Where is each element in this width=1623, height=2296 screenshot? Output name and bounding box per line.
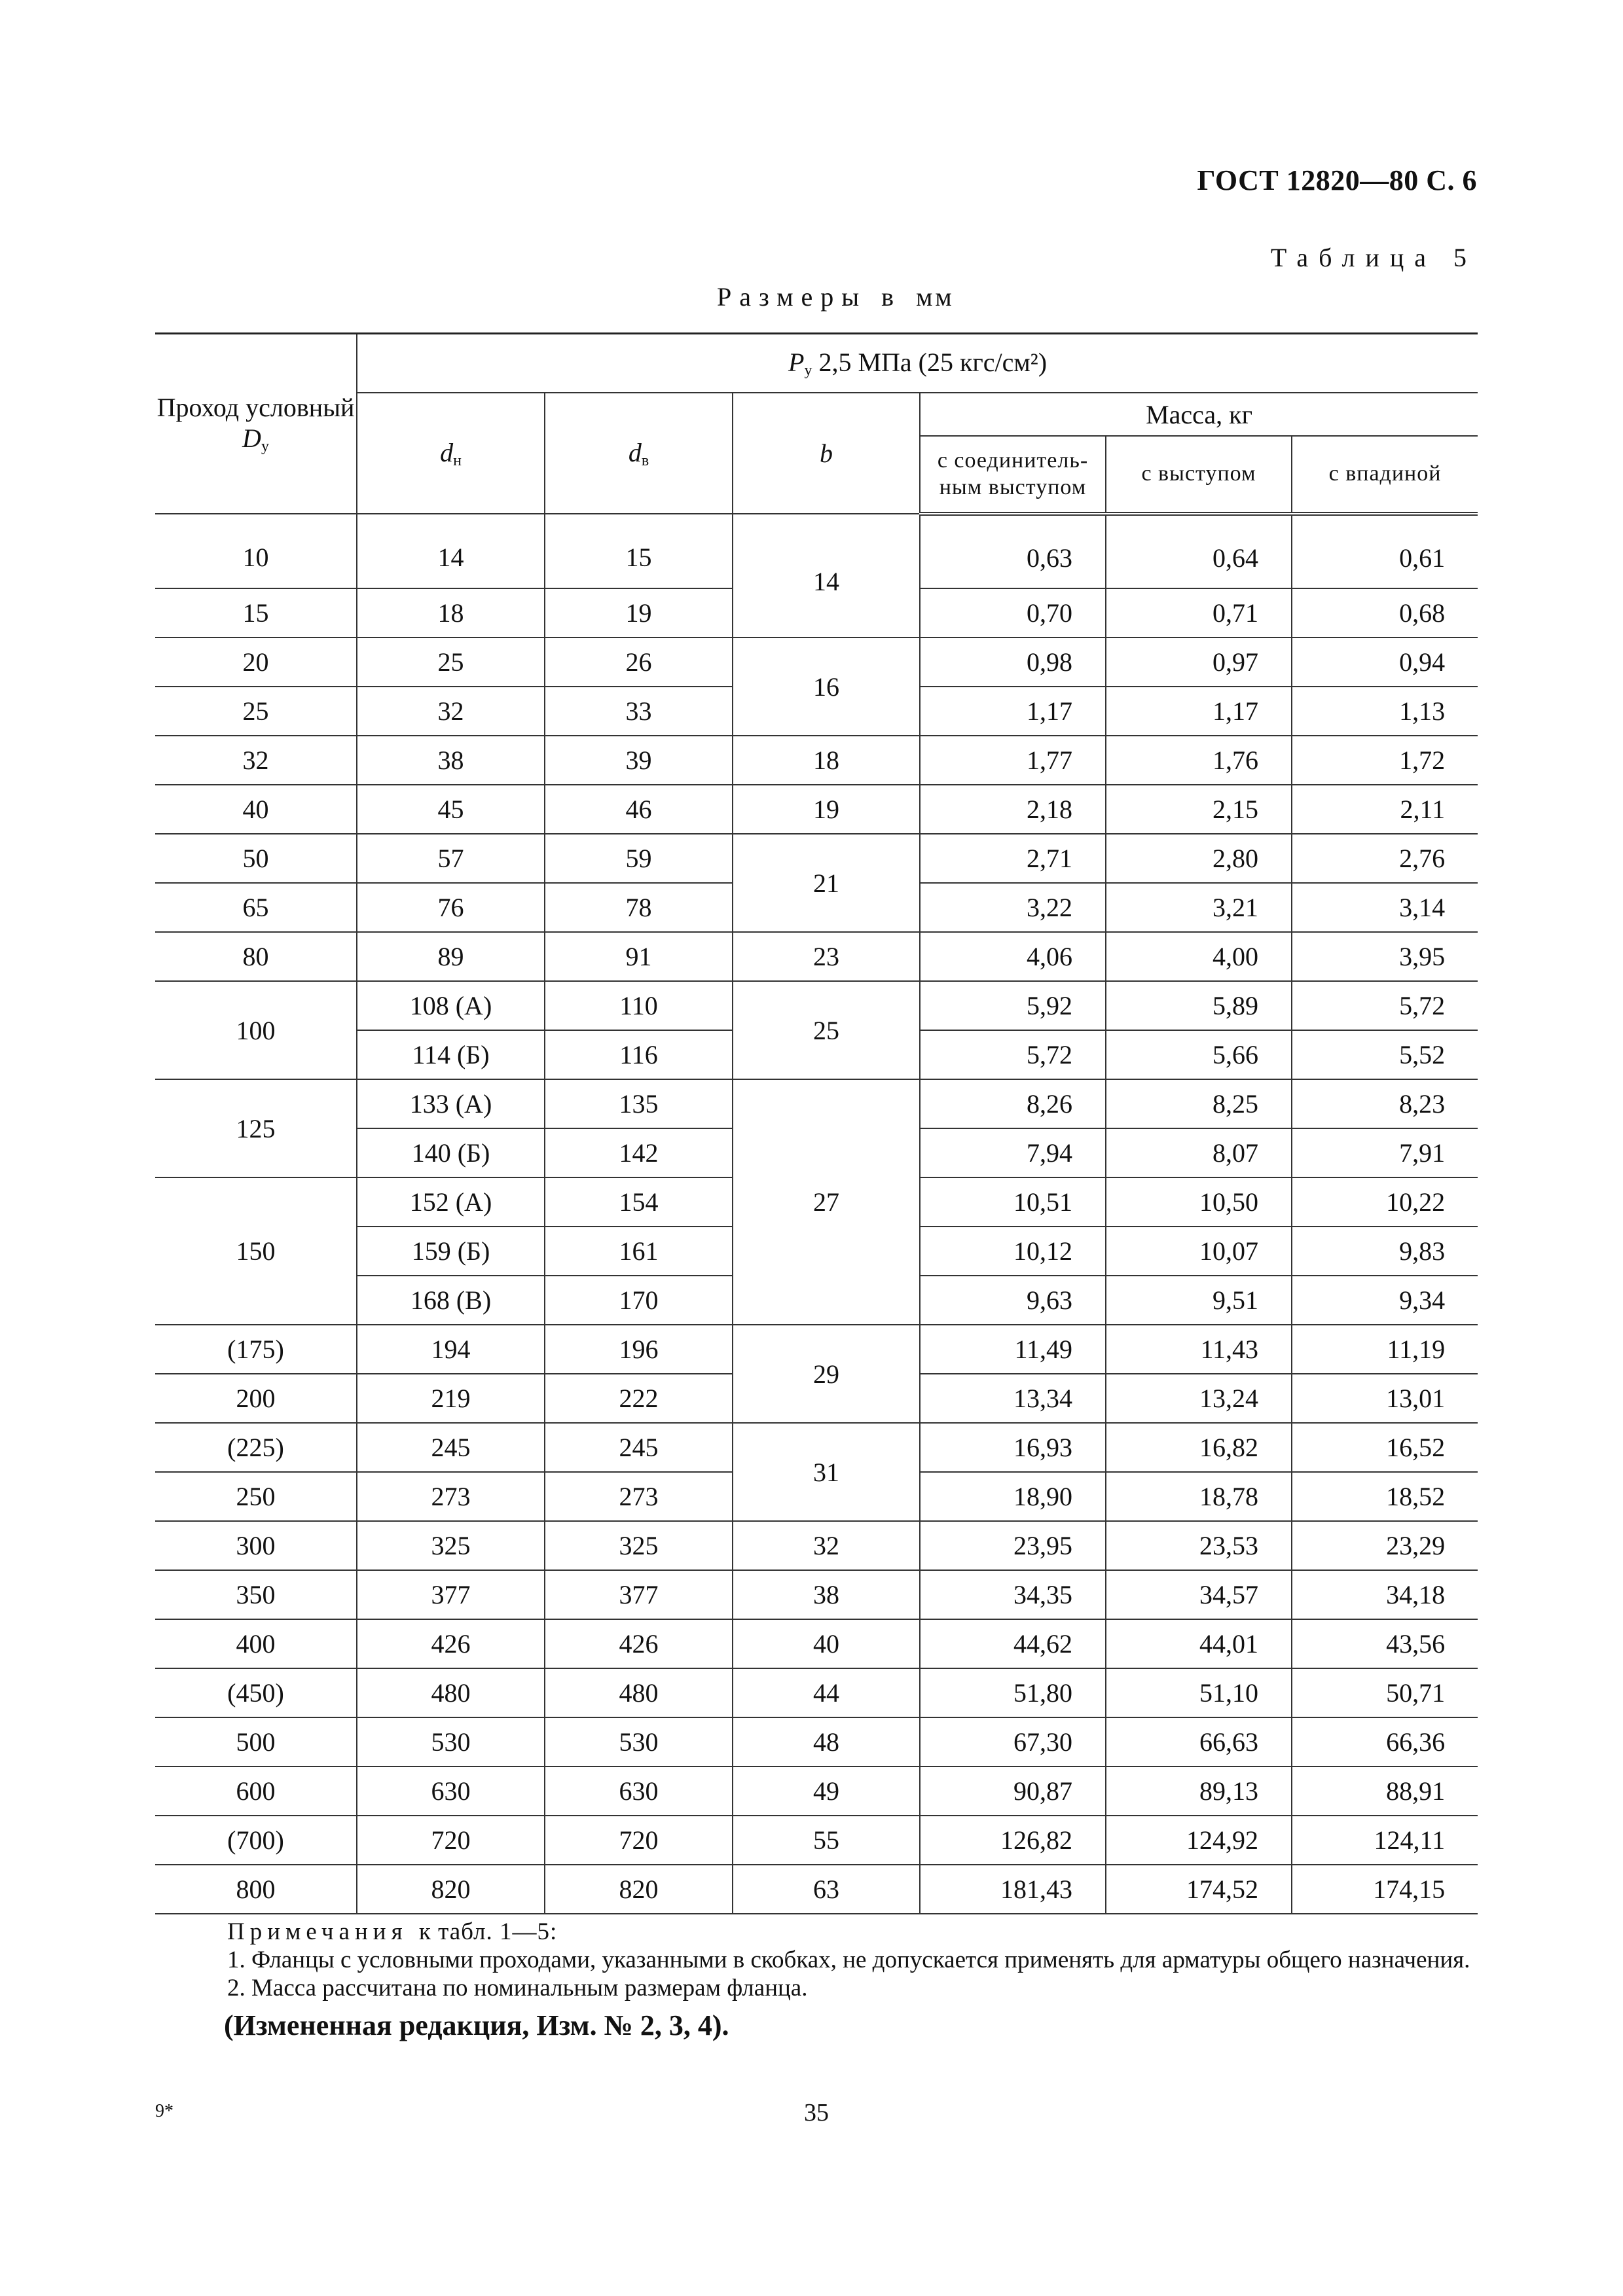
table-cell: 34,35 bbox=[920, 1570, 1106, 1619]
table-cell: 126,82 bbox=[920, 1816, 1106, 1865]
table-cell: 194 bbox=[357, 1325, 545, 1374]
table-cell: (450) bbox=[155, 1668, 357, 1717]
header-nominal-bore-sub: у bbox=[261, 438, 269, 455]
table-cell: 34,18 bbox=[1292, 1570, 1478, 1619]
table-cell: 630 bbox=[357, 1767, 545, 1816]
table-cell: 9,83 bbox=[1292, 1227, 1478, 1276]
table-cell: 18,78 bbox=[1106, 1472, 1292, 1521]
table-cell: 38 bbox=[733, 1570, 920, 1619]
table-cell: 0,94 bbox=[1292, 637, 1478, 687]
table-row bbox=[155, 1079, 1478, 1128]
table-cell: 51,80 bbox=[920, 1668, 1106, 1717]
table-cell: 2,76 bbox=[1292, 834, 1478, 883]
table-cell: 152 (А) bbox=[357, 1177, 545, 1227]
table-cell: 0,61 bbox=[1292, 514, 1478, 588]
table-cell: 7,94 bbox=[920, 1128, 1106, 1177]
dimensions-label bbox=[717, 281, 955, 312]
table-cell: (225) bbox=[155, 1423, 357, 1472]
table-cell: 0,97 bbox=[1106, 637, 1292, 687]
table-cell: 18,90 bbox=[920, 1472, 1106, 1521]
table-cell: 43,56 bbox=[1292, 1619, 1478, 1668]
table-cell: 181,43 bbox=[920, 1865, 1106, 1914]
table-row bbox=[155, 736, 1478, 785]
table-cell: 89 bbox=[357, 932, 545, 981]
table-cell: 174,52 bbox=[1106, 1865, 1292, 1914]
table-cell: 13,24 bbox=[1106, 1374, 1292, 1423]
table-cell: 5,66 bbox=[1106, 1030, 1292, 1079]
edition-note: (Измененная редакция, Изм. № 2, 3, 4). bbox=[224, 2009, 729, 2041]
table-cell: 300 bbox=[155, 1521, 357, 1570]
table-row bbox=[155, 1767, 1478, 1816]
table-cell: 10,51 bbox=[920, 1177, 1106, 1227]
table-cell: 2,18 bbox=[920, 785, 1106, 834]
table-cell: 18 bbox=[733, 736, 920, 785]
table-cell: 273 bbox=[357, 1472, 545, 1521]
table-cell: 20 bbox=[155, 637, 357, 687]
table-cell: 40 bbox=[733, 1619, 920, 1668]
table-cell: 11,49 bbox=[920, 1325, 1106, 1374]
header-pressure bbox=[357, 334, 1478, 393]
table-cell: 820 bbox=[545, 1865, 733, 1914]
table-cell: 114 (Б) bbox=[357, 1030, 545, 1079]
table-row bbox=[155, 1816, 1478, 1865]
table-cell: 10,12 bbox=[920, 1227, 1106, 1276]
table-cell: 49 bbox=[733, 1767, 920, 1816]
header-pressure-var: P bbox=[788, 348, 805, 377]
table-cell: 480 bbox=[545, 1668, 733, 1717]
header-mass-raised-face: с соединитель-ным выступом bbox=[920, 436, 1106, 514]
page-number: 35 bbox=[804, 2099, 829, 2126]
table-cell: 48 bbox=[733, 1717, 920, 1767]
table-cell: 40 bbox=[155, 785, 357, 834]
table-cell: 2,11 bbox=[1292, 785, 1478, 834]
table-cell: 530 bbox=[545, 1717, 733, 1767]
table-cell: 124,92 bbox=[1106, 1816, 1292, 1865]
table-cell: 8,23 bbox=[1292, 1079, 1478, 1128]
table-cell: 108 (А) bbox=[357, 981, 545, 1030]
table-cell: 13,34 bbox=[920, 1374, 1106, 1423]
table-cell: 63 bbox=[733, 1865, 920, 1914]
table-row bbox=[155, 1521, 1478, 1570]
table-cell: 8,07 bbox=[1106, 1128, 1292, 1177]
table-cell: 0,64 bbox=[1106, 514, 1292, 588]
header-nominal-bore bbox=[155, 334, 357, 514]
table-cell: 377 bbox=[545, 1570, 733, 1619]
table-cell: 500 bbox=[155, 1717, 357, 1767]
table-cell: 80 bbox=[155, 932, 357, 981]
table-cell: 8,26 bbox=[920, 1079, 1106, 1128]
table-cell: 44,01 bbox=[1106, 1619, 1292, 1668]
table-cell: 50 bbox=[155, 834, 357, 883]
table-cell: 630 bbox=[545, 1767, 733, 1816]
table-cell: 4,06 bbox=[920, 932, 1106, 981]
table-cell: 59 bbox=[545, 834, 733, 883]
table-row bbox=[155, 514, 1478, 588]
table-cell: 29 bbox=[733, 1325, 920, 1423]
header-dn-var: d bbox=[440, 437, 454, 467]
flange-dimensions-table bbox=[155, 332, 1478, 1914]
table-cell: 0,98 bbox=[920, 637, 1106, 687]
table-cell: 10,50 bbox=[1106, 1177, 1292, 1227]
table-cell: 2,71 bbox=[920, 834, 1106, 883]
table-cell: 3,95 bbox=[1292, 932, 1478, 981]
table-cell: 377 bbox=[357, 1570, 545, 1619]
table-cell: 31 bbox=[733, 1423, 920, 1521]
table-cell: (175) bbox=[155, 1325, 357, 1374]
table-row bbox=[155, 834, 1478, 883]
table-cell: 196 bbox=[545, 1325, 733, 1374]
table-cell: 3,21 bbox=[1106, 883, 1292, 932]
table-cell: 32 bbox=[357, 687, 545, 736]
table-row bbox=[155, 1717, 1478, 1767]
table-cell: 11,43 bbox=[1106, 1325, 1292, 1374]
table-cell: 1,17 bbox=[920, 687, 1106, 736]
table-cell: 10 bbox=[155, 514, 357, 588]
table-cell: 67,30 bbox=[920, 1717, 1106, 1767]
table-cell: 78 bbox=[545, 883, 733, 932]
notes bbox=[155, 1918, 1478, 2039]
table-cell: 34,57 bbox=[1106, 1570, 1292, 1619]
footer-sheet-mark: 9* bbox=[155, 2101, 173, 2121]
notes-title-spaced: Примечания bbox=[227, 1918, 408, 1945]
header-mass-male: с выступом bbox=[1106, 436, 1292, 514]
table-cell: 2,15 bbox=[1106, 785, 1292, 834]
table-row bbox=[155, 1423, 1478, 1472]
table-cell: 26 bbox=[545, 637, 733, 687]
table-cell: 5,92 bbox=[920, 981, 1106, 1030]
table-cell: 0,70 bbox=[920, 588, 1106, 637]
table-cell: 19 bbox=[545, 588, 733, 637]
table-cell: 32 bbox=[733, 1521, 920, 1570]
table-cell: 14 bbox=[357, 514, 545, 588]
table-cell: 174,15 bbox=[1292, 1865, 1478, 1914]
table-cell: 5,52 bbox=[1292, 1030, 1478, 1079]
header-nominal-bore-text: Проход условный bbox=[156, 393, 355, 422]
table-cell: 426 bbox=[357, 1619, 545, 1668]
table-cell: 7,91 bbox=[1292, 1128, 1478, 1177]
table-cell: 530 bbox=[357, 1717, 545, 1767]
table-cell: 170 bbox=[545, 1276, 733, 1325]
table-cell: 18 bbox=[357, 588, 545, 637]
table-cell: 219 bbox=[357, 1374, 545, 1423]
table-cell: 0,63 bbox=[920, 514, 1106, 588]
table-cell: 23,29 bbox=[1292, 1521, 1478, 1570]
table-cell: 46 bbox=[545, 785, 733, 834]
table-cell: 88,91 bbox=[1292, 1767, 1478, 1816]
table-cell: 55 bbox=[733, 1816, 920, 1865]
table-cell: 140 (Б) bbox=[357, 1128, 545, 1177]
table-cell: 76 bbox=[357, 883, 545, 932]
table-cell: 8,25 bbox=[1106, 1079, 1292, 1128]
table-cell: 23 bbox=[733, 932, 920, 981]
table-cell: 820 bbox=[357, 1865, 545, 1914]
table-cell: 23,53 bbox=[1106, 1521, 1292, 1570]
header-b: b bbox=[733, 393, 920, 514]
table-cell: 1,76 bbox=[1106, 736, 1292, 785]
table-cell: 9,34 bbox=[1292, 1276, 1478, 1325]
table-cell: 1,17 bbox=[1106, 687, 1292, 736]
table-cell: 18,52 bbox=[1292, 1472, 1478, 1521]
table-cell: 222 bbox=[545, 1374, 733, 1423]
table-cell: 14 bbox=[733, 514, 920, 637]
table-cell: 44 bbox=[733, 1668, 920, 1717]
table-cell: 600 bbox=[155, 1767, 357, 1816]
table-cell: 19 bbox=[733, 785, 920, 834]
header-mass-female: с впадиной bbox=[1292, 436, 1478, 514]
header-dn bbox=[357, 393, 545, 514]
table-cell: 90,87 bbox=[920, 1767, 1106, 1816]
table-cell: 200 bbox=[155, 1374, 357, 1423]
table-cell: 89,13 bbox=[1106, 1767, 1292, 1816]
table-cell: 16,52 bbox=[1292, 1423, 1478, 1472]
table-cell: 9,51 bbox=[1106, 1276, 1292, 1325]
table-cell: 27 bbox=[733, 1079, 920, 1325]
table-cell: 66,36 bbox=[1292, 1717, 1478, 1767]
table-cell: 150 bbox=[155, 1177, 357, 1325]
table-cell: 161 bbox=[545, 1227, 733, 1276]
header-mass: Масса, кг bbox=[920, 393, 1478, 436]
table-cell: 800 bbox=[155, 1865, 357, 1914]
table-cell: 273 bbox=[545, 1472, 733, 1521]
table-cell: 135 bbox=[545, 1079, 733, 1128]
table-cell: 15 bbox=[155, 588, 357, 637]
table-body bbox=[155, 514, 1478, 1914]
table-cell: 250 bbox=[155, 1472, 357, 1521]
note-1: 1. Фланцы с условными проходами, указанными в скобках, не допускается применять для арматуры общего назначения. bbox=[227, 1946, 1470, 1973]
table-row bbox=[155, 1619, 1478, 1668]
table-cell: 2,80 bbox=[1106, 834, 1292, 883]
table-cell: 25 bbox=[357, 637, 545, 687]
table-cell: 400 bbox=[155, 1619, 357, 1668]
table-cell: 110 bbox=[545, 981, 733, 1030]
table-cell: 15 bbox=[545, 514, 733, 588]
table-cell: 350 bbox=[155, 1570, 357, 1619]
table-cell: 426 bbox=[545, 1619, 733, 1668]
table-cell: 5,89 bbox=[1106, 981, 1292, 1030]
table-cell: 245 bbox=[357, 1423, 545, 1472]
table-row bbox=[155, 981, 1478, 1030]
table-cell: 1,77 bbox=[920, 736, 1106, 785]
table-cell: 66,63 bbox=[1106, 1717, 1292, 1767]
table-cell: 142 bbox=[545, 1128, 733, 1177]
table-cell: 1,72 bbox=[1292, 736, 1478, 785]
table-cell: 45 bbox=[357, 785, 545, 834]
table-cell: 100 bbox=[155, 981, 357, 1079]
table-cell: 10,22 bbox=[1292, 1177, 1478, 1227]
table-cell: 720 bbox=[545, 1816, 733, 1865]
table-row bbox=[155, 932, 1478, 981]
header-dn-sub: н bbox=[453, 452, 462, 469]
table-cell: 33 bbox=[545, 687, 733, 736]
table-cell: 0,68 bbox=[1292, 588, 1478, 637]
header-dv-var: d bbox=[628, 437, 642, 467]
table-cell: 16,93 bbox=[920, 1423, 1106, 1472]
table-cell: 0,71 bbox=[1106, 588, 1292, 637]
table-cell: 4,00 bbox=[1106, 932, 1292, 981]
table-cell: 133 (А) bbox=[357, 1079, 545, 1128]
table-row bbox=[155, 785, 1478, 834]
table-cell: 1,13 bbox=[1292, 687, 1478, 736]
dimensions-label-unit: мм bbox=[916, 282, 955, 312]
table-cell: 480 bbox=[357, 1668, 545, 1717]
table-cell: 245 bbox=[545, 1423, 733, 1472]
table-cell: (700) bbox=[155, 1816, 357, 1865]
table-cell: 25 bbox=[155, 687, 357, 736]
table-cell: 21 bbox=[733, 834, 920, 932]
table-cell: 38 bbox=[357, 736, 545, 785]
table-label: Таблица 5 bbox=[1270, 243, 1477, 272]
table-row bbox=[155, 1570, 1478, 1619]
table-cell: 159 (Б) bbox=[357, 1227, 545, 1276]
table-row bbox=[155, 1865, 1478, 1914]
header-dv bbox=[545, 393, 733, 514]
table-cell: 57 bbox=[357, 834, 545, 883]
table-cell: 3,14 bbox=[1292, 883, 1478, 932]
table-cell: 13,01 bbox=[1292, 1374, 1478, 1423]
table-cell: 325 bbox=[357, 1521, 545, 1570]
table-row bbox=[155, 637, 1478, 687]
table-cell: 3,22 bbox=[920, 883, 1106, 932]
table-row bbox=[155, 1668, 1478, 1717]
table-cell: 325 bbox=[545, 1521, 733, 1570]
header-pressure-sub: у bbox=[804, 362, 812, 379]
table-cell: 5,72 bbox=[1292, 981, 1478, 1030]
table-cell: 16,82 bbox=[1106, 1423, 1292, 1472]
table-cell: 50,71 bbox=[1292, 1668, 1478, 1717]
table-cell: 25 bbox=[733, 981, 920, 1079]
table-cell: 23,95 bbox=[920, 1521, 1106, 1570]
table-cell: 32 bbox=[155, 736, 357, 785]
table-cell: 116 bbox=[545, 1030, 733, 1079]
table-cell: 11,19 bbox=[1292, 1325, 1478, 1374]
table-cell: 51,10 bbox=[1106, 1668, 1292, 1717]
dimensions-label-prefix: Размеры в bbox=[717, 282, 902, 312]
header-pressure-text: 2,5 МПа (25 кгс/см²) bbox=[818, 348, 1048, 377]
header-dv-sub: в bbox=[641, 452, 649, 469]
table-cell: 124,11 bbox=[1292, 1816, 1478, 1865]
table-cell: 5,72 bbox=[920, 1030, 1106, 1079]
table-cell: 168 (В) bbox=[357, 1276, 545, 1325]
table-cell: 720 bbox=[357, 1816, 545, 1865]
table-row bbox=[155, 1325, 1478, 1374]
note-2: 2. Масса рассчитана по номинальным размерам фланца. bbox=[227, 1975, 808, 2001]
table-cell: 16 bbox=[733, 637, 920, 736]
document-reference: ГОСТ 12820—80 С. 6 bbox=[1197, 164, 1477, 196]
header-nominal-bore-var: D bbox=[242, 423, 261, 453]
notes-title bbox=[155, 1918, 1478, 1946]
table-cell: 39 bbox=[545, 736, 733, 785]
table-cell: 65 bbox=[155, 883, 357, 932]
table-cell: 9,63 bbox=[920, 1276, 1106, 1325]
notes-title-rest: к табл. 1—5: bbox=[418, 1918, 558, 1945]
table-cell: 154 bbox=[545, 1177, 733, 1227]
table-cell: 10,07 bbox=[1106, 1227, 1292, 1276]
table-cell: 44,62 bbox=[920, 1619, 1106, 1668]
table-cell: 125 bbox=[155, 1079, 357, 1177]
table-cell: 91 bbox=[545, 932, 733, 981]
